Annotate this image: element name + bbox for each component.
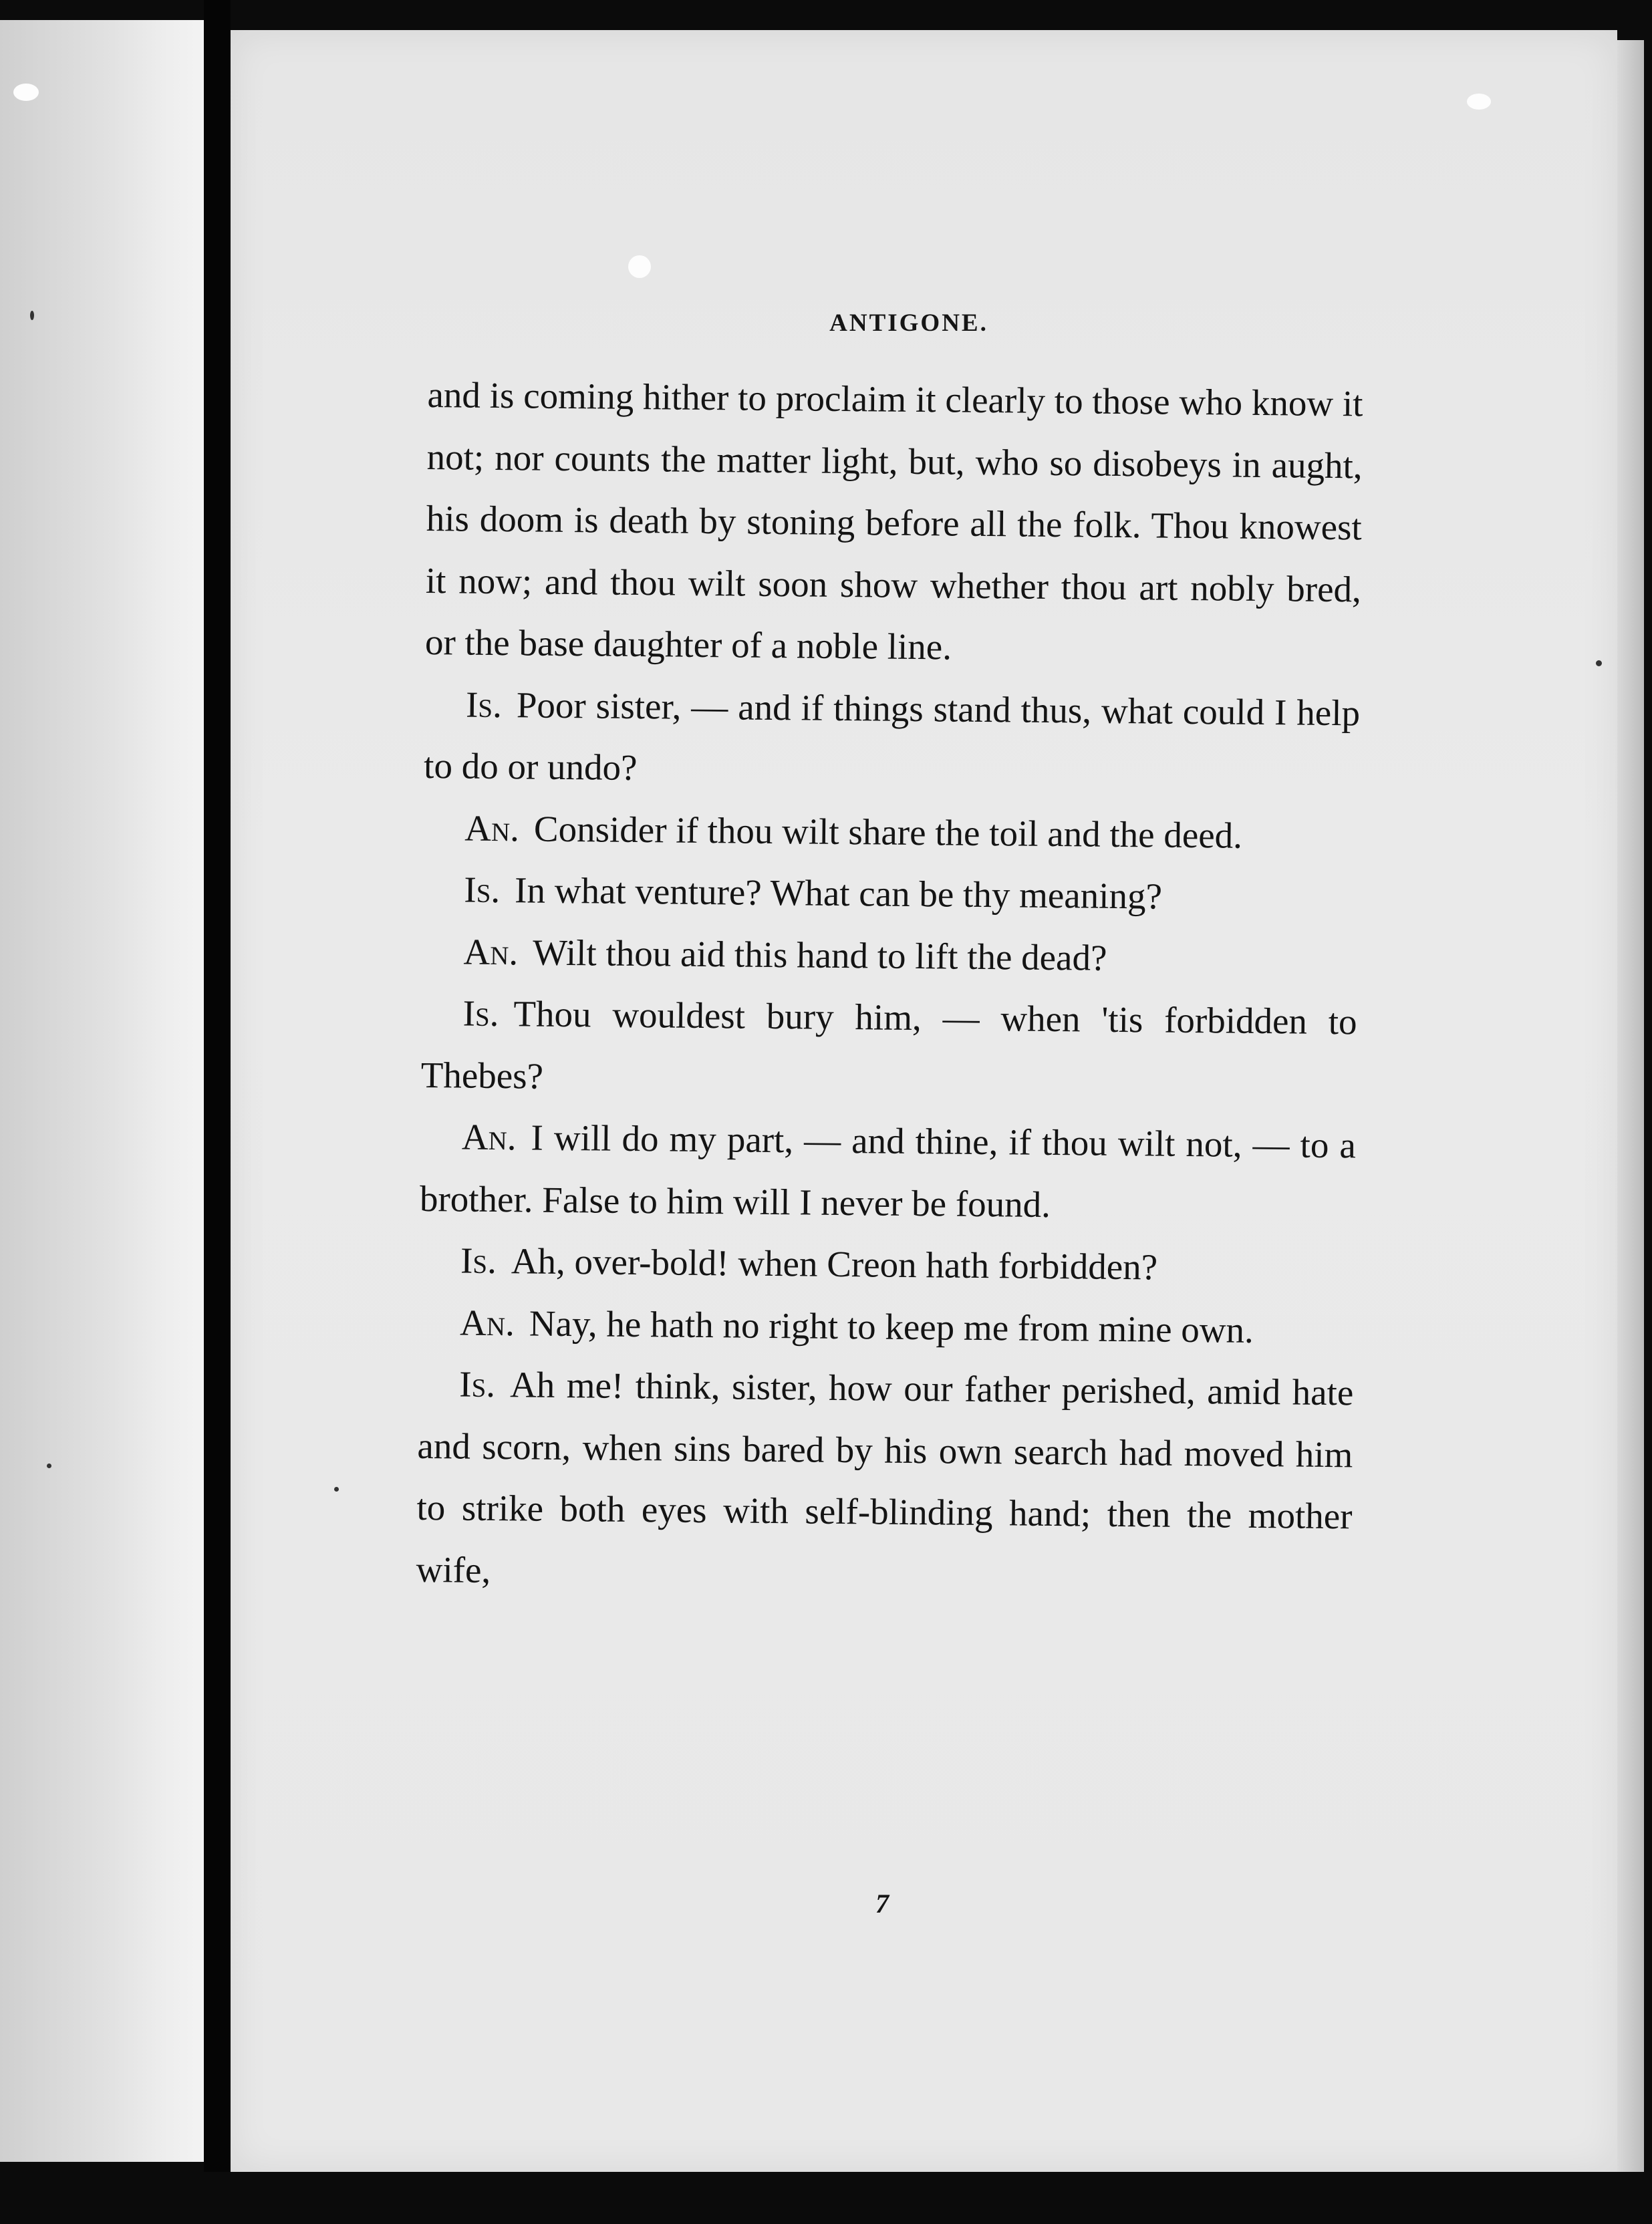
speech-text: Nay, he hath no right to keep me from mine own. xyxy=(529,1302,1254,1351)
speaker-label: An. xyxy=(464,807,520,849)
scan-speck xyxy=(1467,94,1491,110)
speaker-label: An. xyxy=(461,1116,517,1158)
facing-page-edge xyxy=(0,20,204,2162)
page-edge-shadow xyxy=(1617,40,1644,2172)
speech xyxy=(424,673,1361,805)
speech-text: Consider if thou wilt share the toil and the deed. xyxy=(533,808,1243,856)
scan-speck xyxy=(1596,660,1602,666)
paragraph xyxy=(425,364,1363,682)
speech xyxy=(416,1353,1353,1609)
speech-text: In what venture? What can be thy meaning? xyxy=(514,869,1163,917)
running-head: ANTIGONE. xyxy=(829,309,988,337)
speaker-label: Is. xyxy=(459,1363,496,1405)
speech xyxy=(420,1106,1357,1238)
speech xyxy=(420,982,1357,1115)
book-gutter xyxy=(204,0,231,2224)
scan-speck xyxy=(47,1464,51,1468)
scan-speck xyxy=(30,311,34,320)
speaker-label: Is. xyxy=(464,869,501,911)
speech-text: Ah, over-bold! when Creon hath forbidden? xyxy=(511,1240,1158,1288)
speech-text: Wilt thou aid this hand to lift the dead? xyxy=(532,932,1107,978)
paragraph-text: and is coming hither to proclaim it clearly to those who know it not; nor counts the matter light, but, who so disobeys in aught, his doom is death by stoning before all the folk. Thou knowest it now; and thou wilt soon show whether thou art nobly bred, or the base daughter of a noble line. xyxy=(424,374,1363,668)
scan-speck xyxy=(13,84,39,101)
speech-text: Poor sister, — and if things stand thus, what could I help to do or undo? xyxy=(423,684,1361,789)
speaker-label: Is. xyxy=(462,992,499,1034)
speech xyxy=(422,859,1359,930)
scan-speck xyxy=(334,1487,339,1492)
scan-speck xyxy=(628,255,651,278)
text-body xyxy=(416,364,1363,1609)
speaker-label: An. xyxy=(459,1302,515,1343)
speech xyxy=(423,797,1359,867)
speaker-label: Is. xyxy=(460,1240,497,1282)
speech-text: Thou wouldest bury him, — when 'tis forbidden to Thebes? xyxy=(420,993,1357,1097)
speech-text: Ah me! think, sister, how our father perished, amid hate and scorn, when sins bared by his own search had moved him to strike both eyes with self-blinding hand; then the mother wife, xyxy=(416,1364,1354,1590)
speech xyxy=(418,1291,1355,1362)
speaker-label: An. xyxy=(463,931,519,972)
speech xyxy=(422,920,1358,991)
page-number: 7 xyxy=(875,1889,889,1919)
speech-text: I will do my part, — and thine, if thou wilt not, — to a brother. False to him will I never be found. xyxy=(419,1117,1357,1225)
speech xyxy=(419,1230,1355,1300)
speaker-label: Is. xyxy=(465,684,503,725)
scan-bottom-border xyxy=(200,2172,1652,2224)
